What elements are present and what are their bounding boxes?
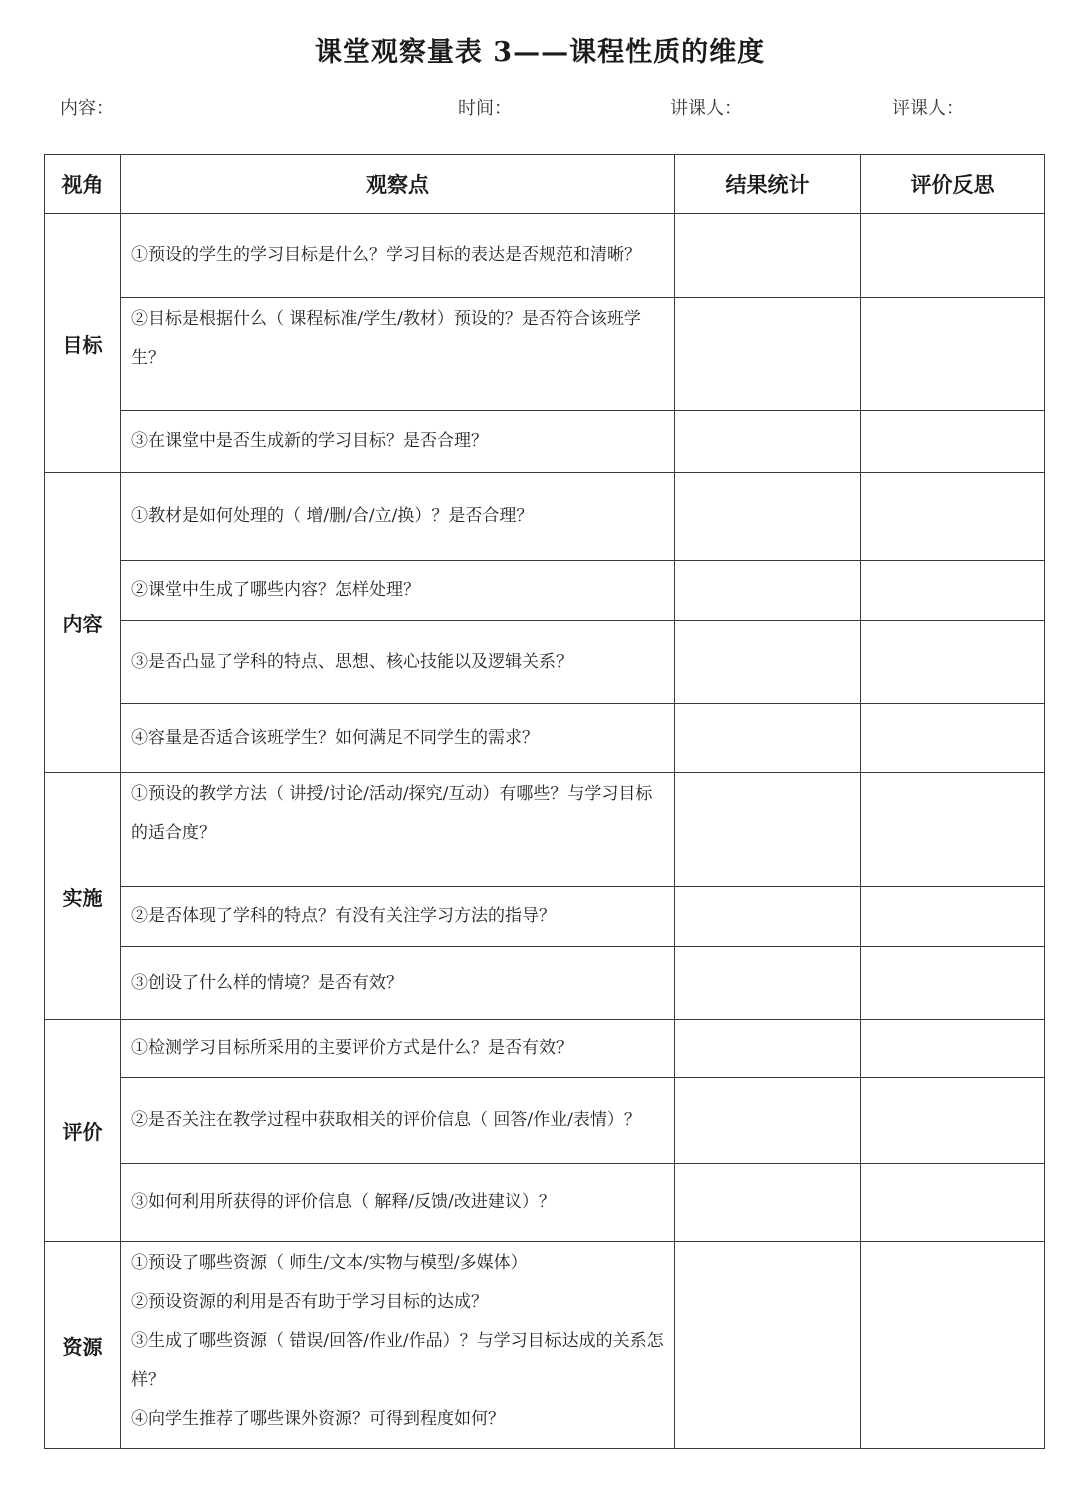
header-observation-point: 观察点 (121, 155, 675, 214)
reflection-cell[interactable] (861, 887, 1045, 947)
result-cell[interactable] (675, 1020, 861, 1078)
reflection-cell[interactable] (861, 1164, 1045, 1242)
result-cell[interactable] (675, 621, 861, 704)
result-cell[interactable] (675, 1078, 861, 1164)
reviewer-label: 评课人： (892, 98, 964, 119)
observation-point: ①预设的学生的学习目标是什么？学习目标的表达是否规范和清晰？ (121, 214, 675, 298)
time-label: 时间： (458, 98, 512, 119)
reflection-cell[interactable] (861, 1242, 1045, 1449)
table-row (45, 214, 1045, 298)
result-cell[interactable] (675, 1164, 861, 1242)
result-cell[interactable] (675, 947, 861, 1020)
observation-point: ③生成了哪些资源（ 错误/回答/作业/作品）？与学习目标达成的关系怎样？ (131, 1331, 664, 1390)
result-cell[interactable] (675, 561, 861, 621)
reflection-cell[interactable] (861, 411, 1045, 473)
table-row (45, 773, 1045, 887)
reflection-cell[interactable] (861, 704, 1045, 773)
observation-point: ①预设了哪些资源（ 师生/文本/实物与模型/多媒体） (131, 1253, 528, 1273)
observation-point: ③是否凸显了学科的特点、思想、核心技能以及逻辑关系？ (121, 621, 675, 704)
table-row (45, 561, 1045, 621)
observation-point: ②是否关注在教学过程中获取相关的评价信息（ 回答/作业/表情）？ (121, 1078, 675, 1164)
table-row (45, 473, 1045, 561)
dimension-content: 内容 (45, 473, 121, 773)
observation-point: ②课堂中生成了哪些内容？怎样处理？ (121, 561, 675, 621)
reflection-cell[interactable] (861, 214, 1045, 298)
result-cell[interactable] (675, 298, 861, 411)
observation-point-list (121, 1242, 675, 1449)
table-row (45, 704, 1045, 773)
table-row (45, 1242, 1045, 1449)
table-row (45, 947, 1045, 1020)
result-cell[interactable] (675, 773, 861, 887)
header-evaluation-reflection: 评价反思 (861, 155, 1045, 214)
table-row (45, 621, 1045, 704)
result-cell[interactable] (675, 1242, 861, 1449)
observation-table (44, 154, 1045, 1449)
observation-point: ②是否体现了学科的特点？有没有关注学习方法的指导？ (121, 887, 675, 947)
page-title: 课堂观察量表 3——课程性质的维度 (314, 37, 766, 68)
result-cell[interactable] (675, 704, 861, 773)
dimension-implementation: 实施 (45, 773, 121, 1020)
observation-point: ①检测学习目标所采用的主要评价方式是什么？是否有效？ (121, 1020, 675, 1078)
observation-point: ②预设资源的利用是否有助于学习目标的达成？ (131, 1292, 488, 1312)
table-row (45, 1078, 1045, 1164)
observation-point: ③创设了什么样的情境？是否有效？ (121, 947, 675, 1020)
observation-point: ①预设的教学方法（ 讲授/讨论/活动/探究/互动）有哪些？与学习目标的适合度？ (121, 773, 675, 887)
observation-point: ③在课堂中是否生成新的学习目标？是否合理？ (121, 411, 675, 473)
dimension-goal: 目标 (45, 214, 121, 473)
header-row (45, 155, 1045, 214)
result-cell[interactable] (675, 411, 861, 473)
content-label: 内容： (60, 98, 114, 119)
reflection-cell[interactable] (861, 298, 1045, 411)
reflection-cell[interactable] (861, 1078, 1045, 1164)
header-result-statistics: 结果统计 (675, 155, 861, 214)
reflection-cell[interactable] (861, 947, 1045, 1020)
observation-point: ③如何利用所获得的评价信息（ 解释/反馈/改进建议）？ (121, 1164, 675, 1242)
lecturer-label: 讲课人： (670, 98, 742, 119)
result-cell[interactable] (675, 887, 861, 947)
observation-point: ④容量是否适合该班学生？如何满足不同学生的需求？ (121, 704, 675, 773)
table-row (45, 411, 1045, 473)
reflection-cell[interactable] (861, 773, 1045, 887)
header-perspective: 视角 (45, 155, 121, 214)
table-row (45, 1020, 1045, 1078)
table-row (45, 887, 1045, 947)
dimension-evaluation: 评价 (45, 1020, 121, 1242)
reflection-cell[interactable] (861, 561, 1045, 621)
reflection-cell[interactable] (861, 1020, 1045, 1078)
table-row (45, 298, 1045, 411)
reflection-cell[interactable] (861, 473, 1045, 561)
dimension-resources: 资源 (45, 1242, 121, 1449)
result-cell[interactable] (675, 473, 861, 561)
observation-point: ④向学生推荐了哪些课外资源？可得到程度如何？ (131, 1409, 505, 1429)
observation-point: ②目标是根据什么（ 课程标准/学生/教材）预设的？是否符合该班学生？ (121, 298, 675, 411)
table-row (45, 1164, 1045, 1242)
result-cell[interactable] (675, 214, 861, 298)
reflection-cell[interactable] (861, 621, 1045, 704)
observation-point: ①教材是如何处理的（ 增/删/合/立/换）？是否合理？ (121, 473, 675, 561)
